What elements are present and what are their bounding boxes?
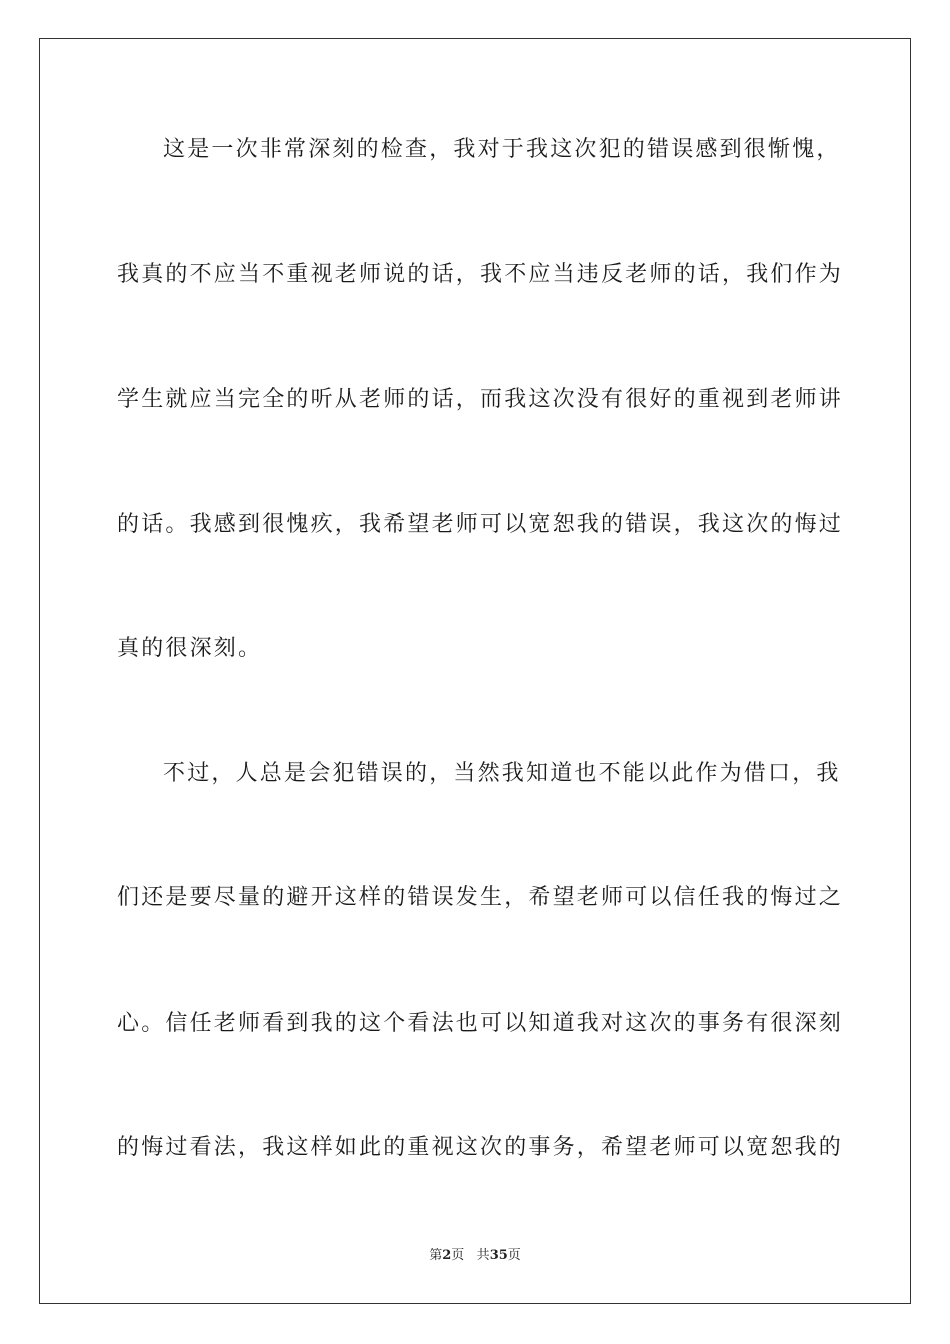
page-footer — [0, 1246, 950, 1266]
footer-total-prefix: 共 — [476, 1248, 490, 1263]
paragraph-2-line-3: 心。信任老师看到我的这个看法也可以知道我对这次的事务有很深刻 — [117, 1011, 844, 1036]
paragraph-2-line-1: 不过，人总是会犯错误的，当然我知道也不能以此作为借口，我 — [163, 761, 841, 786]
page-border — [39, 38, 911, 1304]
paragraph-1-line-1: 这是一次非常深刻的检查，我对于我这次犯的错误感到很惭愧， — [163, 137, 841, 162]
paragraph-1-line-2: 我真的不应当不重视老师说的话，我不应当违反老师的话，我们作为 — [117, 262, 844, 287]
paragraph-1-line-5: 真的很深刻。 — [117, 636, 263, 661]
paragraph-2-line-4: 的悔过看法，我这样如此的重视这次的事务，希望老师可以宽恕我的 — [117, 1135, 844, 1160]
footer-page-suffix: 页 — [451, 1248, 465, 1263]
footer-total-suffix: 页 — [507, 1248, 521, 1263]
paragraph-2-line-2: 们还是要尽量的避开这样的错误发生，希望老师可以信任我的悔过之 — [117, 885, 844, 910]
footer-page-current: 2 — [442, 1248, 452, 1263]
footer-page-total: 35 — [489, 1248, 508, 1263]
footer-spacer — [464, 1248, 476, 1263]
paragraph-1-line-3: 学生就应当完全的听从老师的话，而我这次没有很好的重视到老师讲 — [117, 387, 844, 412]
footer-page-prefix: 第 — [429, 1248, 443, 1263]
paragraph-1-line-4: 的话。我感到很愧疚，我希望老师可以宽恕我的错误，我这次的悔过 — [117, 512, 844, 537]
